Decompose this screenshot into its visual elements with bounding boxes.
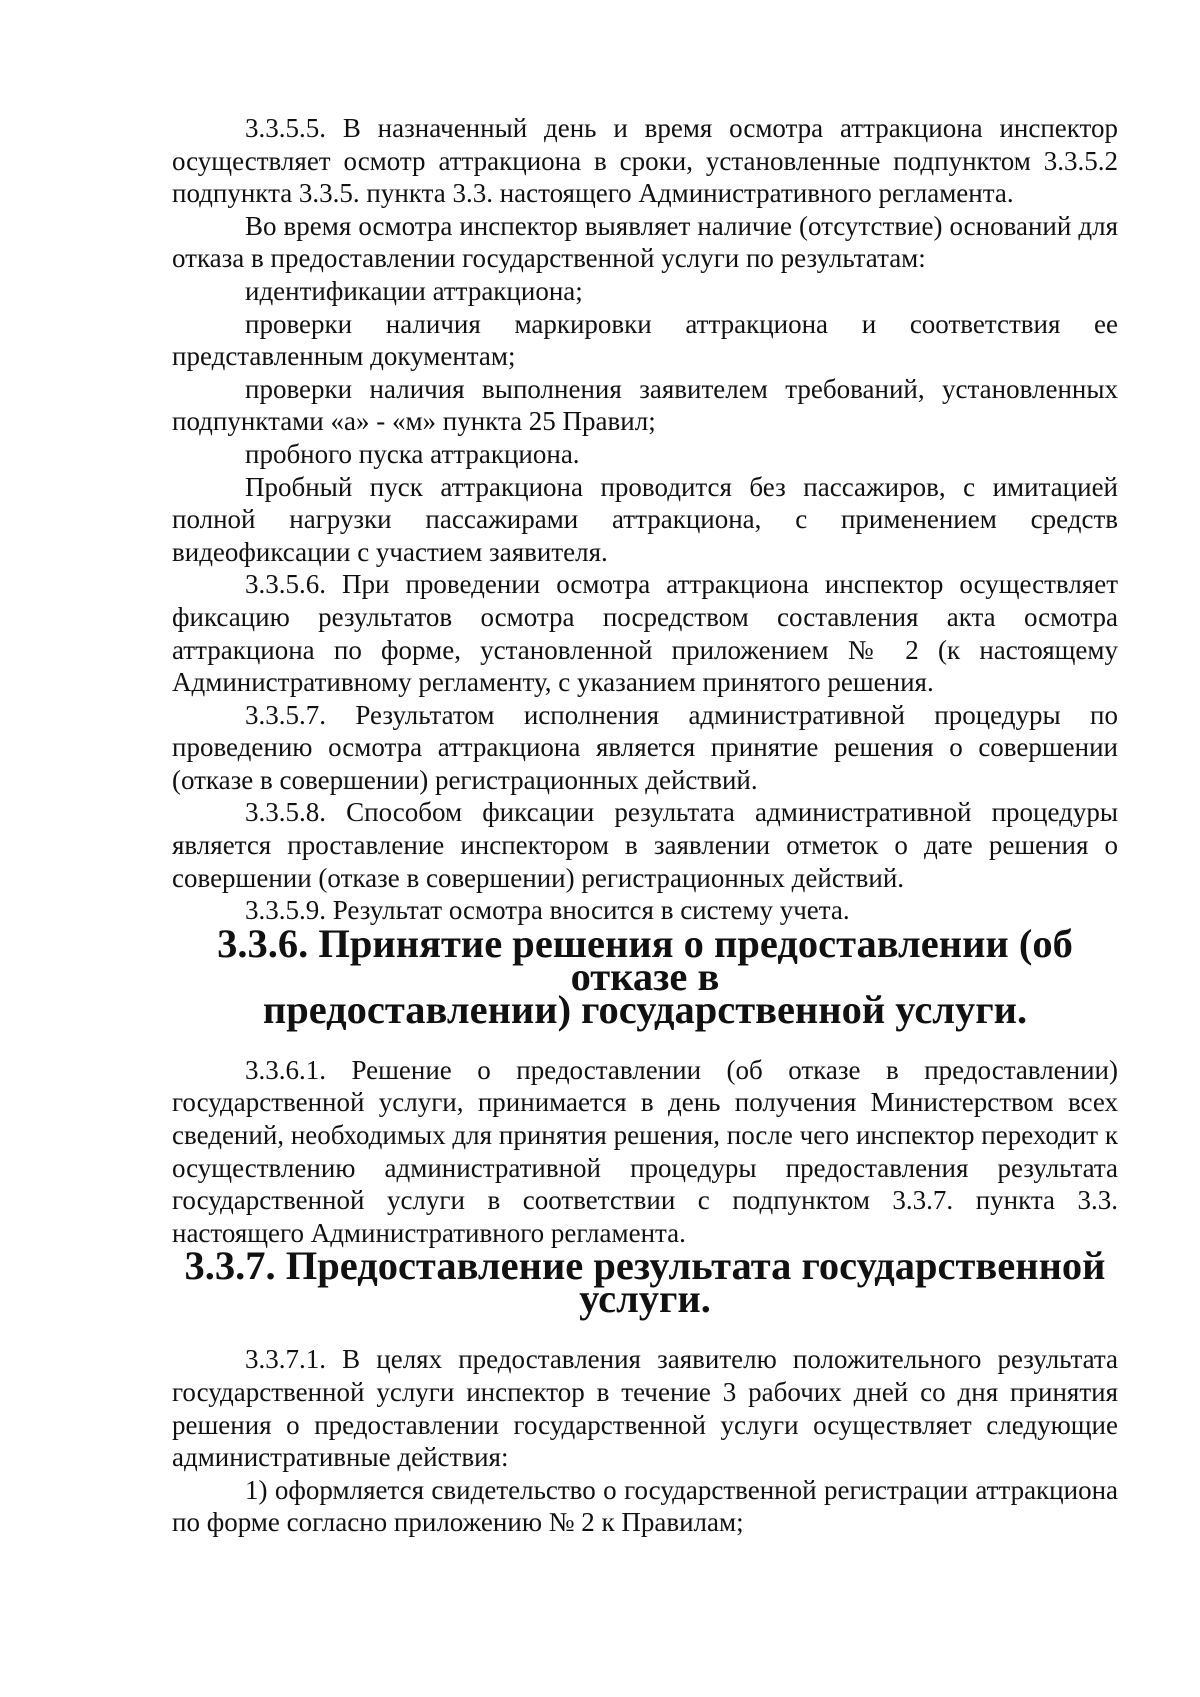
document-page xyxy=(172,112,1118,1539)
paragraph-33559: 3.3.5.9. Результат осмотра вносится в систему учета. xyxy=(245,895,850,926)
paragraph-33558: 3.3.5.8. Способом фиксации результата административной процедуры является проставление инспектором в заявлении отметок о дате решения о совершении (отказе в совершении) регистрационных действий. xyxy=(172,797,1118,893)
section-heading-336 xyxy=(172,920,1118,1032)
paragraph-trial-run-details: Пробный пуск аттракциона проводится без пассажиров, с имитацией полной нагрузки пассажирами аттракциона, с применением средств видеофиксации с участием заявителя. xyxy=(172,471,1118,567)
paragraph-trial-run: пробного пуска аттракциона. xyxy=(245,438,580,469)
section-heading-336-line1: 3.3.6. Принятие решения о предоставлении (об отказе в xyxy=(217,920,1073,999)
paragraph-requirements-check: проверки наличия выполнения заявителем требований, установленных подпунктами «а» - «м» пункта 25 Правил; xyxy=(172,373,1118,437)
section-heading-336-line2: предоставлении) государственной услуги. xyxy=(262,986,1028,1032)
paragraph-certificate-item: 1) оформляется свидетельство о государственной регистрации аттракциона по форме согласно приложению № 2 к Правилам; xyxy=(172,1474,1118,1538)
paragraph-identification: идентификации аттракциона; xyxy=(245,275,583,306)
paragraph-33556: 3.3.5.6. При проведении осмотра аттракциона инспектор осуществляет фиксацию результатов осмотра посредством составления акта осмотра аттракциона по форме, установленной приложением № 2 (к настоящему Административному регламенту, с указанием принятого решения. xyxy=(172,569,1118,698)
paragraph-33557: 3.3.5.7. Результатом исполнения административной процедуры по проведению осмотра аттракциона является принятие решения о совершении (отказе в совершении) регистрационных действий. xyxy=(172,699,1118,795)
paragraph-marking-check: проверки наличия маркировки аттракциона и соответствия ее представленным документам; xyxy=(172,308,1118,372)
paragraph-inspection-grounds: Во время осмотра инспектор выявляет наличие (отсутствие) оснований для отказа в предоставлении государственной услуги по результатам: xyxy=(172,210,1118,274)
paragraph-3361: 3.3.6.1. Решение о предоставлении (об отказе в предоставлении) государственной услуги, принимается в день получения Министерством всех сведений, необходимых для принятия решения, после чего инспектор переходит к осуществлению административной процедуры предоставления результата государственной услуги в соответствии с подпунктом 3.3.7. пункта 3.3. настоящего Административного регламента. xyxy=(172,1054,1118,1248)
section-heading-337: 3.3.7. Предоставление результата государственной услуги. xyxy=(184,1243,1106,1322)
paragraph-3371: 3.3.7.1. В целях предоставления заявителю положительного результата государственной услуги инспектор в течение 3 рабочих дней со дня принятия решения о предоставлении государственной услуги осуществляет следующие административные действия: xyxy=(172,1344,1118,1473)
paragraph-33555: 3.3.5.5. В назначенный день и время осмотра аттракциона инспектор осуществляет осмотр аттракциона в сроки, установленные подпунктом 3.3.5.2 подпункта 3.3.5. пункта 3.3. настоящего Административного регламента. xyxy=(172,113,1118,209)
